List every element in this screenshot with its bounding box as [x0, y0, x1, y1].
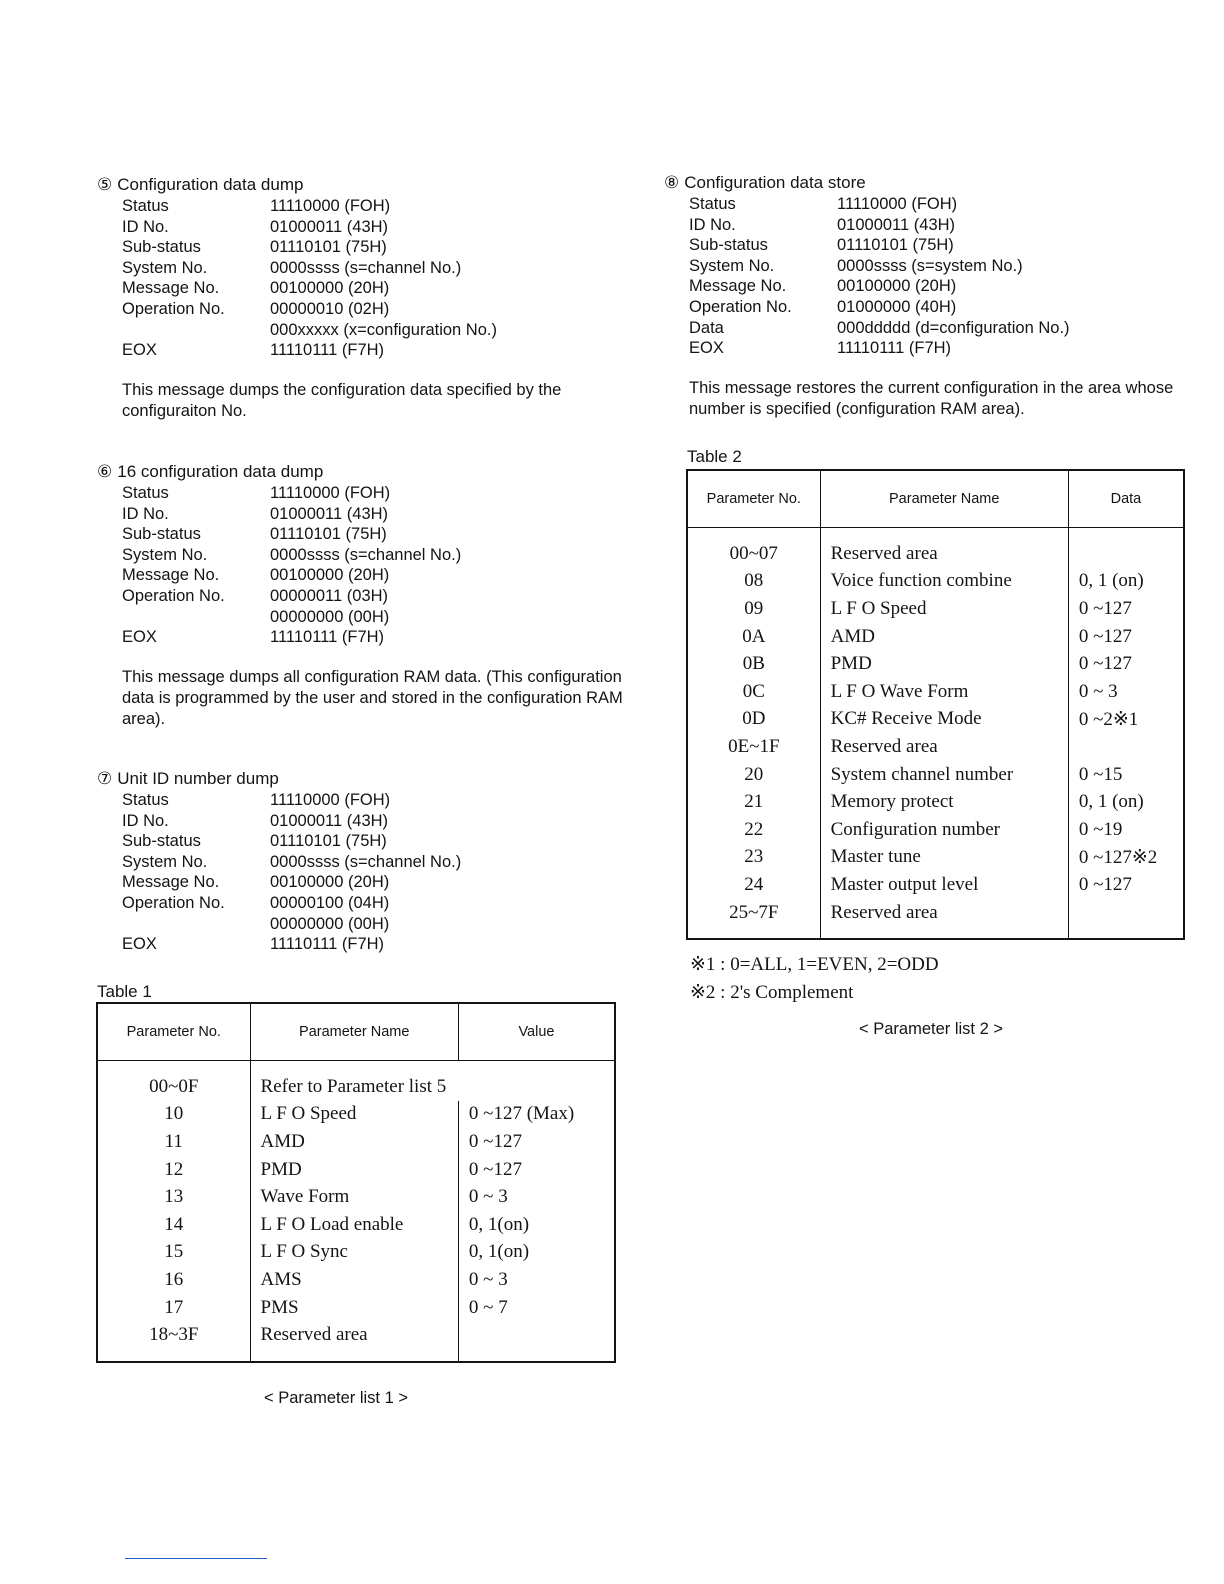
parameter-name: L F O Load enable — [250, 1211, 458, 1239]
field-value: 0000ssss (s=system No.) — [837, 256, 1023, 275]
field-value: 01000011 (43H) — [270, 217, 389, 236]
field-value: 00100000 (20H) — [270, 873, 390, 892]
section-description: This message dumps the configuration data specified by the configuraiton No. — [122, 380, 562, 420]
field-label: EOX — [689, 339, 724, 358]
table-row — [687, 816, 1184, 844]
parameter-name: PMD — [250, 1156, 458, 1184]
parameter-name: Master output level — [820, 871, 1068, 899]
parameter-number: 20 — [687, 761, 820, 789]
field-value: 000ddddd (d=configuration No.) — [837, 318, 1070, 337]
field-row — [122, 524, 637, 545]
parameter-data: 0 ~19 — [1068, 816, 1184, 844]
parameter-number: 11 — [97, 1128, 250, 1156]
section-heading — [664, 172, 1204, 194]
field-label: Operation No. — [122, 299, 225, 318]
parameter-value: 0 ~ 3 — [458, 1183, 615, 1211]
footnote-2: ※2 : 2's Complement — [690, 982, 854, 1003]
field-label: Message No. — [122, 873, 220, 892]
field-list — [689, 194, 1204, 359]
field-value: 01110101 (75H) — [270, 832, 387, 851]
field-label: Operation No. — [122, 893, 225, 912]
field-row — [122, 545, 637, 566]
parameter-value: 0, 1(on) — [458, 1211, 615, 1239]
field-row — [689, 318, 1204, 339]
circled-number-7: ⑦ — [97, 769, 113, 789]
field-label: Message No. — [122, 566, 220, 585]
table-header-row — [687, 470, 1184, 528]
field-label — [122, 320, 270, 341]
field-value: 00000000 (00H) — [270, 607, 390, 626]
parameter-name: PMD — [820, 650, 1068, 678]
field-label — [122, 607, 270, 628]
section-configuration-data-dump — [97, 174, 637, 422]
field-row — [122, 627, 637, 648]
parameter-name: System channel number — [820, 761, 1068, 789]
parameter-value: 0, 1(on) — [458, 1239, 615, 1267]
parameter-number: 18~3F — [97, 1321, 250, 1362]
field-value: 11110111 (F7H) — [270, 341, 385, 360]
field-value: 0000ssss (s=channel No.) — [270, 545, 462, 564]
parameter-number: 15 — [97, 1239, 250, 1267]
table-row — [97, 1294, 615, 1322]
footer-rule — [125, 1558, 267, 1559]
field-label: EOX — [122, 935, 157, 954]
parameter-name: AMD — [250, 1128, 458, 1156]
parameter-data: 0, 1 (on) — [1068, 568, 1184, 596]
section-16-configuration-data-dump — [97, 461, 637, 730]
parameter-list-1-caption: < Parameter list 1 > — [264, 1389, 408, 1407]
field-row — [122, 320, 637, 341]
field-label: System No. — [122, 545, 208, 564]
field-label: ID No. — [689, 215, 736, 234]
field-label: System No. — [122, 258, 208, 277]
field-label: ID No. — [122, 811, 169, 830]
table-row — [97, 1061, 615, 1101]
field-row — [122, 340, 637, 361]
field-value: 00100000 (20H) — [270, 566, 390, 585]
parameter-data: 0 ~127 — [1068, 623, 1184, 651]
parameter-name: Voice function combine — [820, 568, 1068, 596]
section-title: Configuration data dump — [117, 175, 304, 194]
field-label: Status — [689, 195, 736, 213]
field-value: 01110101 (75H) — [270, 525, 387, 544]
field-row — [122, 299, 637, 320]
parameter-name: Reserved area — [820, 733, 1068, 761]
field-value: 00000011 (03H) — [270, 586, 389, 605]
field-label: Sub-status — [122, 832, 201, 851]
field-row — [689, 215, 1204, 236]
field-value: 01000000 (40H) — [837, 297, 957, 316]
parameter-name: AMD — [820, 623, 1068, 651]
table-2-title: Table 2 — [687, 447, 742, 466]
field-value: 11110000 (FOH) — [270, 484, 391, 502]
parameter-number: 24 — [687, 871, 820, 899]
parameter-name: PMS — [250, 1294, 458, 1322]
table-row — [687, 623, 1184, 651]
parameter-data: 0 ~127 — [1068, 871, 1184, 899]
parameter-table-2 — [686, 469, 1185, 940]
field-row — [689, 235, 1204, 256]
field-row — [122, 565, 637, 586]
parameter-number: 23 — [687, 844, 820, 872]
parameter-number: 00~0F — [97, 1061, 250, 1101]
parameter-number: 12 — [97, 1156, 250, 1184]
table-row — [687, 761, 1184, 789]
section-title: Configuration data store — [684, 173, 866, 192]
field-row — [122, 504, 637, 525]
section-title: Unit ID number dump — [117, 769, 279, 788]
table-row — [97, 1183, 615, 1211]
field-label: ID No. — [122, 504, 169, 523]
field-row — [122, 607, 637, 628]
parameter-name: Wave Form — [250, 1183, 458, 1211]
parameter-name: KC# Receive Mode — [820, 706, 1068, 734]
table-row — [687, 650, 1184, 678]
field-label: System No. — [122, 852, 208, 871]
field-list — [122, 790, 637, 955]
field-value: 00100000 (20H) — [837, 277, 957, 296]
field-row — [122, 483, 637, 504]
field-value: 0000ssss (s=channel No.) — [270, 852, 462, 871]
parameter-value: 0 ~127 — [458, 1156, 615, 1184]
field-value: 01000011 (43H) — [270, 811, 389, 830]
table-row — [97, 1156, 615, 1184]
parameter-name: L F O Speed — [820, 595, 1068, 623]
parameter-number: 14 — [97, 1211, 250, 1239]
field-row — [122, 872, 637, 893]
field-value: 01110101 (75H) — [837, 236, 954, 255]
field-label: EOX — [122, 341, 157, 360]
field-list — [122, 483, 637, 648]
field-value: 01000011 (43H) — [270, 504, 389, 523]
parameter-value: 0 ~ 3 — [458, 1266, 615, 1294]
field-label — [122, 914, 270, 935]
field-value: 11110000 (FOH) — [837, 195, 958, 213]
field-label: Sub-status — [689, 236, 768, 255]
parameter-number: 22 — [687, 816, 820, 844]
parameter-number: 09 — [687, 595, 820, 623]
parameter-data: 0, 1 (on) — [1068, 788, 1184, 816]
table-row — [687, 844, 1184, 872]
table-1-title: Table 1 — [97, 982, 152, 1001]
table-row — [687, 678, 1184, 706]
table-row — [97, 1211, 615, 1239]
parameter-table-1 — [96, 1002, 616, 1363]
field-value: 000xxxxx (x=configuration No.) — [270, 320, 497, 339]
parameter-number: 25~7F — [687, 899, 820, 940]
column-header: Parameter No. — [687, 470, 820, 528]
parameter-name: AMS — [250, 1266, 458, 1294]
field-label: Status — [122, 197, 169, 215]
field-row — [689, 276, 1204, 297]
table-row — [97, 1321, 615, 1362]
parameter-number: 16 — [97, 1266, 250, 1294]
table-row — [97, 1128, 615, 1156]
field-label: Message No. — [689, 277, 787, 296]
field-list — [122, 196, 637, 361]
field-value: 11110000 (FOH) — [270, 197, 391, 215]
parameter-name: L F O Sync — [250, 1239, 458, 1267]
parameter-data: 0 ~ 3 — [1068, 678, 1184, 706]
parameter-name: Reserved area — [820, 528, 1068, 568]
parameter-number: 00~07 — [687, 528, 820, 568]
column-header: Parameter Name — [250, 1003, 458, 1061]
parameter-number: 0C — [687, 678, 820, 706]
parameter-name: Master tune — [820, 844, 1068, 872]
field-value: 11110111 (F7H) — [270, 935, 385, 954]
parameter-value — [458, 1321, 615, 1362]
parameter-list-2-caption: < Parameter list 2 > — [859, 1020, 1003, 1038]
table-row — [687, 528, 1184, 568]
parameter-number: 0A — [687, 623, 820, 651]
parameter-name: Refer to Parameter list 5 — [250, 1061, 615, 1101]
parameter-data: 0 ~127※2 — [1068, 844, 1184, 872]
field-value: 0000ssss (s=channel No.) — [270, 258, 462, 277]
parameter-name: Configuration number — [820, 816, 1068, 844]
section-description: This message dumps all configuration RAM data. (This configuration data is programmed by the user and stored in the configuration RAM area). — [122, 667, 623, 728]
field-label: Operation No. — [122, 586, 225, 605]
field-row — [122, 914, 637, 935]
table-row — [687, 568, 1184, 596]
table-row — [687, 899, 1184, 940]
table-header-row — [97, 1003, 615, 1061]
parameter-data — [1068, 899, 1184, 940]
field-label: System No. — [689, 256, 775, 275]
field-row — [122, 831, 637, 852]
field-row — [689, 256, 1204, 277]
table-row — [687, 871, 1184, 899]
field-value: 11110111 (F7H) — [837, 339, 952, 358]
field-row — [122, 893, 637, 914]
field-row — [122, 852, 637, 873]
parameter-value: 0 ~127 (Max) — [458, 1101, 615, 1129]
parameter-data — [1068, 528, 1184, 568]
field-row — [122, 586, 637, 607]
parameter-name: Memory protect — [820, 788, 1068, 816]
field-row — [122, 278, 637, 299]
table-row — [687, 706, 1184, 734]
section-unit-id-number-dump — [97, 768, 637, 955]
field-label: Operation No. — [689, 297, 792, 316]
field-label: Data — [689, 318, 724, 337]
parameter-name: L F O Wave Form — [820, 678, 1068, 706]
column-header: Parameter Name — [820, 470, 1068, 528]
parameter-number: 0E~1F — [687, 733, 820, 761]
parameter-value: 0 ~ 7 — [458, 1294, 615, 1322]
footnote-1: ※1 : 0=ALL, 1=EVEN, 2=ODD — [690, 954, 939, 975]
circled-number-8: ⑧ — [664, 173, 680, 193]
parameter-name: Reserved area — [820, 899, 1068, 940]
field-label: Sub-status — [122, 238, 201, 257]
column-header: Data — [1068, 470, 1184, 528]
parameter-data: 0 ~127 — [1068, 650, 1184, 678]
table-row — [97, 1239, 615, 1267]
parameter-data: 0 ~2※1 — [1068, 706, 1184, 734]
parameter-number: 17 — [97, 1294, 250, 1322]
field-row — [122, 258, 637, 279]
field-row — [122, 217, 637, 238]
field-label: Sub-status — [122, 525, 201, 544]
field-label: EOX — [122, 628, 157, 647]
field-value: 11110111 (F7H) — [270, 628, 385, 647]
parameter-number: 0B — [687, 650, 820, 678]
field-row — [122, 934, 637, 955]
parameter-data: 0 ~15 — [1068, 761, 1184, 789]
parameter-name: Reserved area — [250, 1321, 458, 1362]
field-label: ID No. — [122, 217, 169, 236]
parameter-number: 0D — [687, 706, 820, 734]
table-row — [97, 1266, 615, 1294]
parameter-number: 10 — [97, 1101, 250, 1129]
section-heading — [97, 768, 637, 790]
column-header: Parameter No. — [97, 1003, 250, 1061]
section-description: This message restores the current configuration in the area whose number is specified (configuration RAM area). — [689, 378, 1174, 418]
field-label: Status — [122, 484, 169, 502]
field-row — [689, 194, 1204, 215]
circled-number-5: ⑤ — [97, 175, 113, 195]
parameter-name: L F O Speed — [250, 1101, 458, 1129]
field-row — [122, 237, 637, 258]
parameter-data: 0 ~127 — [1068, 595, 1184, 623]
table-row — [687, 788, 1184, 816]
field-row — [689, 338, 1204, 359]
field-value: 00000100 (04H) — [270, 893, 390, 912]
section-heading — [97, 174, 637, 196]
table-row — [687, 733, 1184, 761]
field-row — [122, 811, 637, 832]
field-value: 11110000 (FOH) — [270, 791, 391, 809]
field-value: 00100000 (20H) — [270, 279, 390, 298]
parameter-value: 0 ~127 — [458, 1128, 615, 1156]
field-row — [122, 196, 637, 217]
field-row — [689, 297, 1204, 318]
circled-number-6: ⑥ — [97, 462, 113, 482]
field-value: 01000011 (43H) — [837, 215, 956, 234]
table-row — [97, 1101, 615, 1129]
parameter-number: 21 — [687, 788, 820, 816]
field-label: Message No. — [122, 279, 220, 298]
field-row — [122, 790, 637, 811]
section-title: 16 configuration data dump — [117, 462, 324, 481]
table-row — [687, 595, 1184, 623]
parameter-number: 13 — [97, 1183, 250, 1211]
parameter-data — [1068, 733, 1184, 761]
section-configuration-data-store — [664, 172, 1204, 420]
column-header: Value — [458, 1003, 615, 1061]
section-heading — [97, 461, 637, 483]
field-value: 00000000 (00H) — [270, 914, 390, 933]
field-value: 00000010 (02H) — [270, 299, 390, 318]
parameter-number: 08 — [687, 568, 820, 596]
field-value: 01110101 (75H) — [270, 238, 387, 257]
field-label: Status — [122, 791, 169, 809]
